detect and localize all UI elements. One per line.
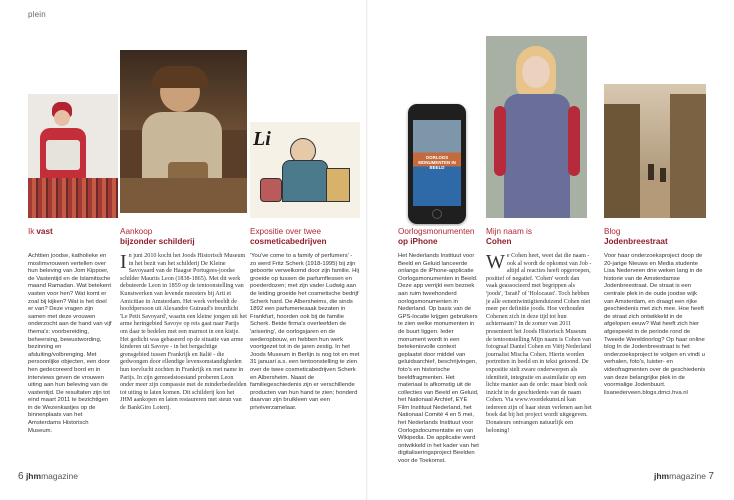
article-kicker: Oorlogsmonumenten [398,227,475,236]
article-kicker: Ik [28,227,35,236]
drop-cap: W [486,251,505,273]
photo-jodenbreestraat-street [604,84,706,218]
article-body: n juni 2010 kocht het Joods Historisch Museum in het bezit van het schilderij De Kleine Savoyaard van de Haagse Portugees-joodse schilder Maurits Leon (1838-1865). Met dit werk debuteerde Leon in 1859 op de tentoonstelling van Kunstwerken van levende meesters bij Arti et Amicitiae in Amsterdam. Het werk verbeeldt de hoofdpersoon uit Alexandre Guiraud's treurdicht 'Le Petit Savoyard', waarin een kleine jongen uit het arme heringebied Savoye op reis gaat naar Parijs om daar te bedelen met een marmot in een kistje. Het gedicht was gebaseerd op de situatie van arme kinderen uit Savoye - in het bergachtige grensgebied tussen Frankrijk en Italië - die gedwongen door ellendige levensomstandigheden hun toevlucht zochten in Frankrijk en met name in Parijs. In zijn gemoedstoestand proberen Leon onder meer zijn compassie met de minderbedeelden tot uiting te laten komen. Dit schilderij kon het JHM aankopen en laten restaureren met steun van de BankGiro Loterij. [120,253,247,411]
article-body: Voor haar onderzoeksproject doop de 20-jarige Nieuws en Media studente Lisa Nederveen drie weken lang in de historie van de Amsterdamse Jodenbreestraat. De straat is een centrale plek in de oude joodse wijk van Amsterdam, en draagt een rijke geschiedenis met zich mee. Hoe heeft de straat zich ontwikkeld in de afgelopen eeuw? Wat heeft zich hier afgespeeld in de periode rond de Tweede Wereldoorlog? Op haar online blog In de Jodenbreestraat is het onderzoeksproject te volgen en vindt u verhalen, foto's, luister- en videofragmenten over de geschiedenis van deze belangrijke plek in de voormalige Jodenbuurt. lisanederveen.blogs.dmci.hva.nl [604,253,706,396]
photo-woman-traditional-dress [28,94,118,218]
page-number-right: 7 [708,471,714,482]
article-oorlogsmonumenten [398,227,480,466]
article-kicker: Expositie over twee [250,227,321,236]
page-gutter [366,0,368,500]
article-body: Achttien joodse, katholieke en moslimvrouwen vertellen over hun beleving van Jom Kippoer, de Vastentijd en de Islamitische maand Ramadan. Wat betekent vasten voor hen? Wat komt er zoal bij kijken? Wat is het doel er van? Deze vragen zijn samen met deze vrouwen onderzocht aan de hand van vijf thema's: voorbereiding, beheersing, bewustwording, bezinning en afsluiting/volbrenging. Met persoonlijke objecten, een door hen gedecoreerd bord en in interviews geven de vrouwen uiting aan hun beleving van de vastentijd. De resultaten zijn tot eind maart 2011 te bezichtigen in de Wezenkastjes op de binnenplaats van het Amsterdams Historisch Museum. [28,253,112,434]
phone-screen-title: OORLOGS MONUMENTEN IN BEELD [418,155,456,170]
article-aankoop [120,227,247,412]
article-heading [398,227,480,253]
article-body: e Cohen heet, weet dat die naam - ook al wordt de opkomst van Job - altijd al reacties heeft opgeroepen, positief of negatief. 'Cohen' wordt dan vaak geassocieerd met begrippen als 'joods', 'Israël' of 'Holocaust'. Toch hebben je alle eenentwintigtienduizend Cohen niet meer per definitie joods. Hoe verhouden Cohenen zich in deze tijd tot hun achternaam? In de zomer van 2011 presenteert het Joods Historisch Museum de tentoonstelling Mijn naam is Cohen van fotograaf Daniel Cohen en Viëtj Nederland journalist Mischa Cohen. Hierin worden portretten in beeld en in tekst getoond. De expositie stelt zware onderwerpen als identiteit, integratie en assimilatie op een lichte manier aan de orde: maar biedt ook inzicht in de geschiedenis van de naam Cohen. Via www.voordekunst.nl kan iedereen zijn of haar steun verlenen aan het boek dat bij het project wordt uitgegeven. Donateurs ontvangen natuurlijk een beloning! [486,253,592,434]
brand-jhm: jhm [654,471,670,481]
article-title: vast [36,227,53,236]
article-mijn-naam-is-cohen [486,227,592,435]
article-title: bijzonder schilderij [120,236,195,246]
article-title: cosmeticabedrijven [250,236,327,246]
footer-left [18,471,78,482]
article-heading [486,227,592,253]
article-kicker: Aankoop [120,227,153,236]
page-number-left: 6 [18,471,24,482]
article-heading [604,227,706,253]
photo-woman-portrait [486,36,587,218]
article-kicker: Mijn naam is [486,227,532,236]
article-heading [120,227,247,253]
article-body-wrap [120,253,247,412]
article-cosmetica [250,227,360,412]
brand-magazine: magazine [41,471,78,481]
phone-icon [408,104,466,224]
article-ik-vast [28,227,112,435]
article-title: Jodenbreestraat [604,236,668,246]
photo-iphone-app [398,98,478,226]
article-title: op iPhone [398,236,438,246]
article-body-wrap [486,253,592,435]
illustration-perfumery [250,122,360,218]
article-kicker: Blog [604,227,621,236]
drop-cap: I [120,251,127,273]
footer-right [654,471,714,482]
article-heading [28,227,112,253]
brand-magazine: magazine [669,471,706,481]
article-body: Het Nederlands Instituut voor Beeld en Geluid lanceerde onlangs de iPhone-applicatie Oorlogsmonumenten in Beeld. Deze app verrijkt een bezoek aan ruim tweehonderd oorlogsmonumenten in Nederland. Op basis van de GPS-locatie krijgen gebruikers te zien welke monumenten in de buurt liggen. Ieder monument wordt in een betekenisvolle context geplaatst door middel van geluidsarchief, beschrijvingen, foto's en historische beeldfragmenten. Het materiaal is afkomstig uit de collecties van Beeld en Geluid, het Nationaal Archief, EYE Film Instituut Nederland, het Nationaal Comité 4 en 5 mei, het Nederlands Instituut voor Oorlogsdocumentatie en van Wikipedia. De applicatie werd ontwikkeld in het kader van het digitaliseringsproject Beelden voor de Toekomst. [398,253,479,465]
article-title: Cohen [486,236,512,246]
painting-petit-savoyard [120,50,247,213]
brand-jhm: jhm [25,471,42,481]
illustration-caption: Li [253,128,271,150]
article-heading [250,227,360,253]
article-body: 'You've come to a family of perfumers' - zo werd Fritz Scherk (1918-1995) bij zijn geboorte verwelkomd door zijn familie. Hij groeide op tussen de parfumflessen en poederdozen; met zijn vader Ludwig aan de leiding groeide het cosmetische bedrijf Scherk hard. De Albersheims, die sinds 1892 een parfumerieзaak bezaten in Frankfurt, hoorden ook bij de familie Scherk. Beide firma's overleefden de 'arisering', de oorlogsjaren en de wederopbouw, en hebben hun werk voortgezet tot in de jaren zestig. In het Joods Museum in Berlijn is nog tot en met 31 januari a.s. een tentoonstelling te zien over de twee cosmeticabedrijven Scherk en Albersheim. Naast de familiegeschiedenis zijn er verschillende producten van hun hand te zien; honderd daarvan zijn bruikleen van een privéverzamelaar. [250,253,360,411]
section-label: plein [28,10,46,19]
article-blog [604,227,706,397]
